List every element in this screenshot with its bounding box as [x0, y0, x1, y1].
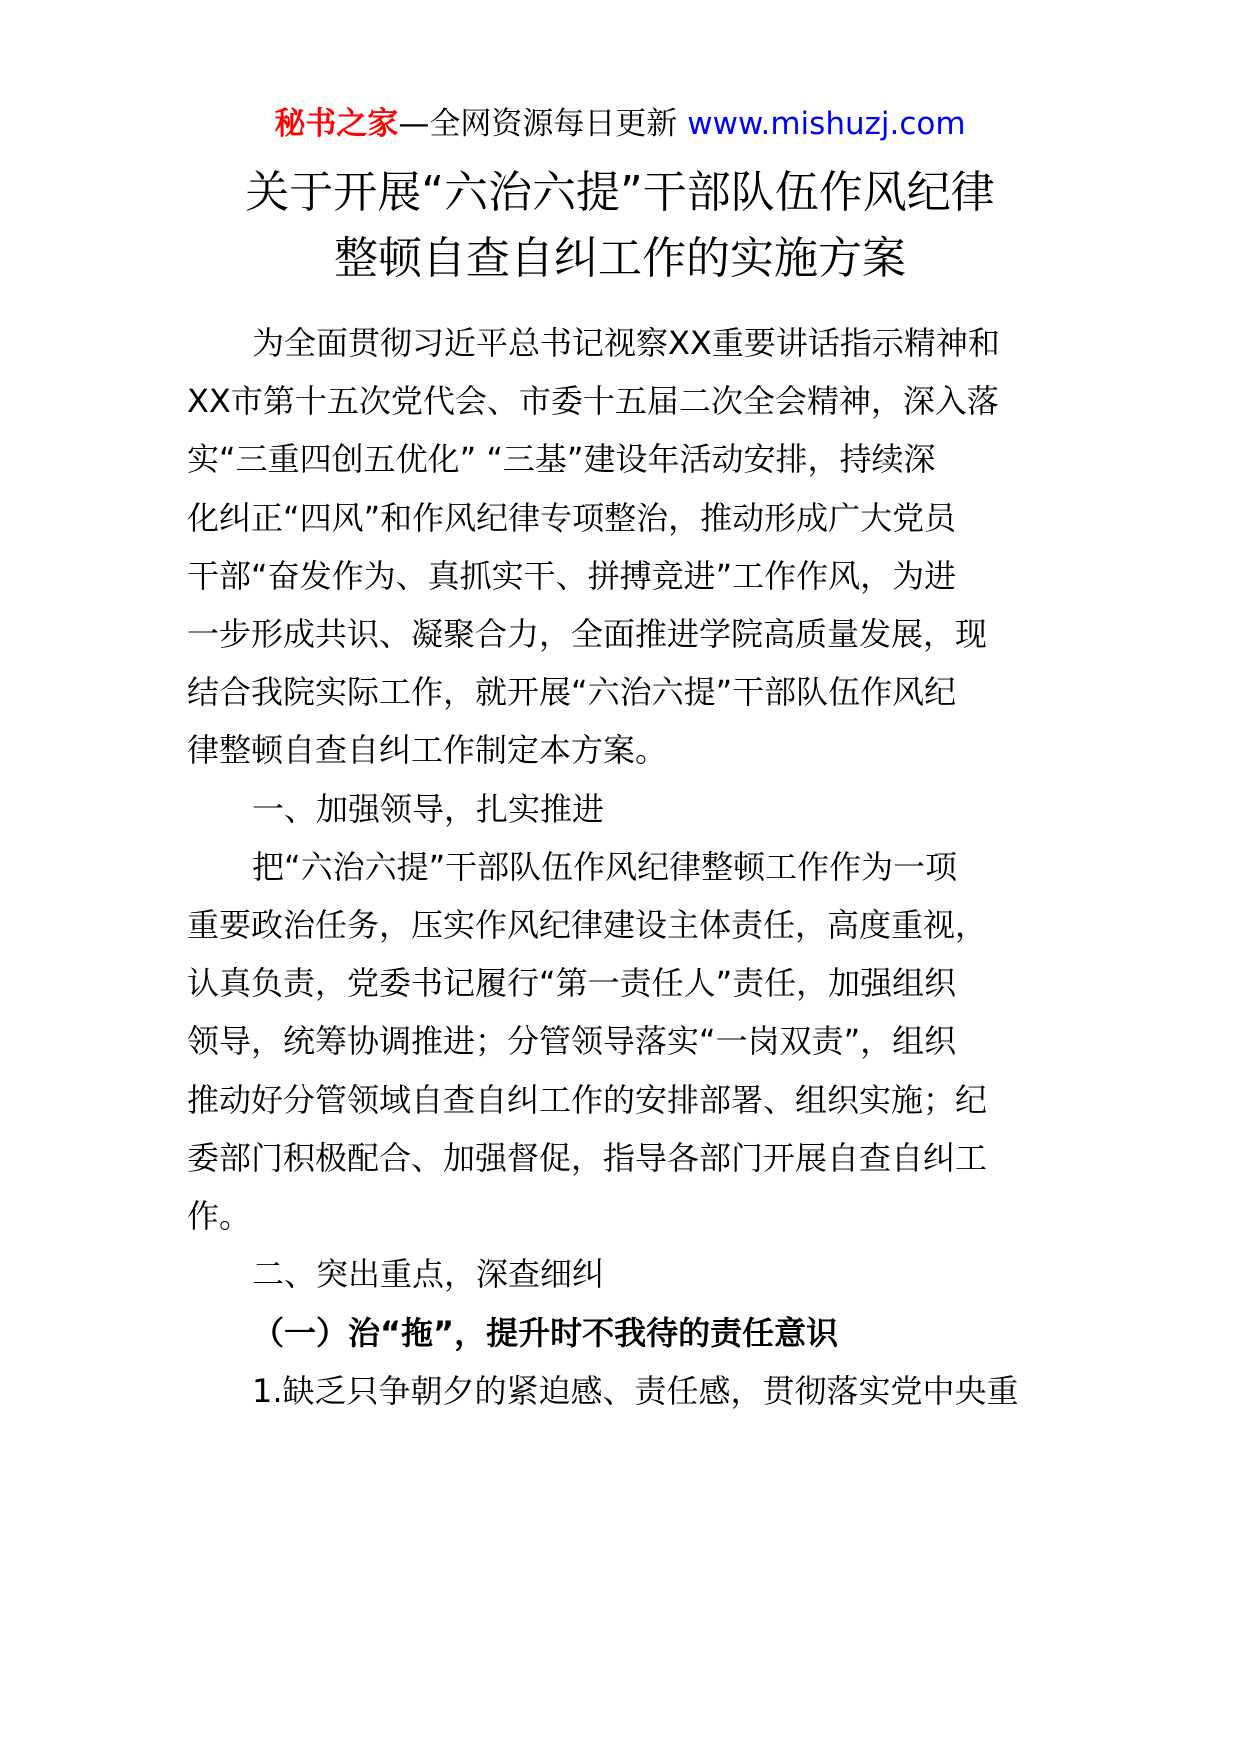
section-heading-1: 一、加强领导，扎实推进	[252, 790, 605, 828]
paragraph-line: 作。	[187, 1197, 252, 1235]
subsection-heading: （一）治“拖”，提升时不我待的责任意识	[252, 1314, 839, 1352]
paragraph-line: 领导，统筹协调推进；分管领导落实“一岗双责”，组织	[187, 1022, 957, 1060]
paragraph-line: 一步形成共识、凝聚合力，全面推进学院高质量发展，现	[187, 615, 988, 653]
paragraph-line: 认真负责，党委书记履行“第一责任人”责任，加强组织	[187, 964, 957, 1002]
page-title-line-1: 关于开展“六治六提”干部队伍作风纪律	[245, 167, 995, 218]
header-tagline: —全网资源每日更新	[398, 106, 678, 142]
paragraph-line: 把“六治六提”干部队伍作风纪律整顿工作作为一项	[252, 848, 958, 886]
website-link[interactable]: www.mishuzj.com	[687, 106, 966, 142]
paragraph-line: 化纠正“四风”和作风纪律专项整治，推动形成广大党员	[187, 499, 957, 537]
page-title-line-2: 整顿自查自纠工作的实施方案	[334, 233, 906, 284]
paragraph-line: 干部“奋发作为、真抓实干、拼搏竞进”工作作风，为进	[187, 557, 957, 595]
paragraph-line: 推动好分管领域自查自纠工作的安排部署、组织实施；纪	[187, 1081, 988, 1119]
paragraph-line: 实“三重四创五优化” “三基”建设年活动安排，持续深	[187, 440, 936, 478]
section-heading-2: 二、突出重点，深查细纠	[252, 1255, 605, 1293]
header-banner	[0, 104, 1240, 144]
paragraph-line: 为全面贯彻习近平总书记视察XX重要讲话指示精神和	[252, 324, 1000, 362]
paragraph-line: 重要政治任务，压实作风纪律建设主体责任，高度重视，	[187, 906, 988, 944]
paragraph-line: 委部门积极配合、加强督促，指导各部门开展自查自纠工	[187, 1139, 988, 1177]
paragraph-line: 结合我院实际工作，就开展“六治六提”干部队伍作风纪	[187, 673, 957, 711]
paragraph-line: 律整顿自查自纠工作制定本方案。	[187, 731, 668, 769]
paragraph-line: 1.缺乏只争朝夕的紧迫感、责任感，贯彻落实党中央重	[252, 1372, 1019, 1410]
paragraph-line: XX市第十五次党代会、市委十五届二次全会精神，深入落	[187, 382, 999, 420]
brand-name: 秘书之家	[274, 106, 399, 142]
